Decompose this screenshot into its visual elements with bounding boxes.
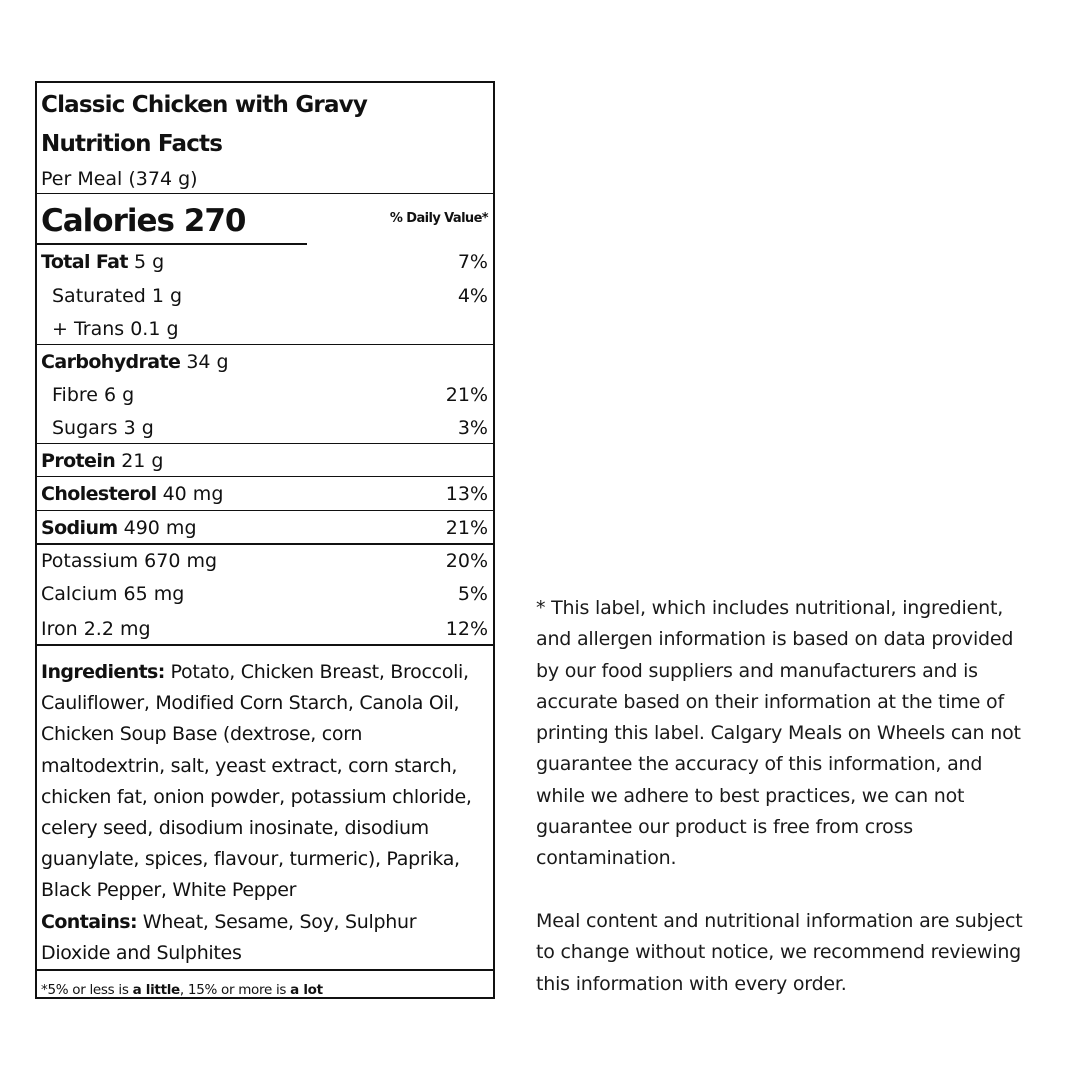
nutrient-name: Potassium: [41, 550, 139, 572]
nutrient-name: Sugars: [52, 417, 118, 439]
product-name: Classic Chicken with Gravy: [41, 92, 368, 118]
nutrient-dv: 7%: [457, 251, 488, 273]
nutrient-row-iron: [41, 617, 488, 641]
nutrient-row-total-fat: [41, 250, 488, 274]
nutrient-row-sugars: [52, 416, 488, 440]
nutrient-dv: 4%: [457, 285, 488, 307]
nutrient-row-protein: [41, 449, 488, 473]
nutrient-row-cholesterol: [41, 482, 488, 506]
nutrient-amount: 3 g: [123, 417, 154, 439]
divider-thick: [37, 644, 493, 646]
daily-value-footnote: [41, 981, 323, 999]
nutrient-dv: 20%: [445, 550, 488, 572]
divider-thick: [37, 543, 493, 545]
ingredients-label: Ingredients:: [41, 661, 165, 683]
nutrient-name: Saturated: [52, 285, 146, 307]
divider-thick: [37, 969, 493, 971]
calories: Calories 270: [41, 203, 246, 239]
nutrient-dv: 3%: [457, 417, 488, 439]
nutrient-row-calcium: [41, 582, 488, 606]
nutrient-dv: 21%: [445, 384, 488, 406]
nutrient-name: Iron: [41, 618, 78, 640]
nutrient-row-fibre: [52, 383, 488, 407]
footnote-middle: , 15% or more is: [179, 982, 291, 998]
serving-size: Per Meal (374 g): [41, 168, 198, 190]
nutrient-amount: 6 g: [104, 384, 135, 406]
nutrient-dv: 21%: [445, 517, 488, 539]
nutrient-name: Total Fat: [41, 251, 128, 273]
nutrient-name: Protein: [41, 450, 116, 472]
footnote-prefix: *5% or less is: [41, 982, 133, 998]
nutrition-label: [35, 81, 495, 999]
divider: [37, 510, 493, 511]
contains-label: Contains:: [41, 910, 137, 933]
nutrient-name: Fibre: [52, 384, 98, 406]
nutrient-amount: 670 mg: [144, 550, 218, 572]
divider: [37, 443, 493, 444]
daily-value-header: % Daily Value*: [389, 211, 488, 226]
nutrient-dv: 5%: [457, 583, 488, 605]
contains-text: Wheat, Sesame, Soy, Sulphur Dioxide and Sulphites: [41, 910, 417, 964]
footnote-lot: a lot: [290, 982, 323, 998]
divider: [37, 344, 493, 345]
calories-underline: [37, 243, 307, 245]
nutrient-amount: 5 g: [133, 251, 165, 273]
nutrient-row-trans: [52, 317, 488, 341]
nutrient-dv: 13%: [445, 483, 488, 505]
nutrient-amount: 40 mg: [162, 483, 224, 505]
nutrient-row-carbohydrate: [41, 350, 488, 374]
divider: [37, 193, 493, 194]
nutrient-row-potassium: [41, 549, 488, 573]
nutrient-name: Carbohydrate: [41, 351, 181, 373]
nutrient-amount: 0.1 g: [130, 318, 179, 340]
nutrient-amount: 490 mg: [123, 517, 197, 539]
disclaimer-paragraph-2: Meal content and nutritional information are subject to change without notice, we recommend reviewing this information with every order.: [536, 910, 1023, 995]
nutrient-amount: 34 g: [186, 351, 229, 373]
ingredients-text: Potato, Chicken Breast, Broccoli, Cauliflower, Modified Corn Starch, Canola Oil, Chicken Soup Base (dextrose, corn maltodextrin, salt, yeast extract, corn starch, chicken fat, onion powder, potassium chloride, celery seed, disodium inosinate, disodium guanylate, spices, flavour, turmeric), Paprika, Black Pepper, White Pepper: [41, 661, 472, 902]
ingredients-block: [41, 657, 489, 969]
nutrient-amount: 65 mg: [123, 583, 185, 605]
disclaimer-paragraph-1: * This label, which includes nutritional, ingredient, and allergen information is based on data provided by our food suppliers and manufacturers and is accurate based on their information at the time of printing this label. Calgary Meals on Wheels can not guarantee the accuracy of this information, and while we adhere to best practices, we can not guarantee our product is free from cross contamination.: [536, 597, 1021, 870]
divider: [37, 476, 493, 477]
nutrient-name: Sodium: [41, 517, 118, 539]
nutrient-row-saturated: [52, 284, 488, 308]
nutrient-dv: 12%: [445, 618, 488, 640]
nutrient-amount: 21 g: [121, 450, 164, 472]
nutrient-name: Cholesterol: [41, 483, 157, 505]
nutrition-facts-heading: Nutrition Facts: [41, 131, 223, 157]
nutrient-amount: 2.2 mg: [83, 618, 151, 640]
nutrient-row-sodium: [41, 516, 488, 540]
nutrient-amount: 1 g: [151, 285, 183, 307]
nutrient-name: Calcium: [41, 583, 118, 605]
footnote-little: a little: [132, 982, 180, 998]
nutrient-name: + Trans: [52, 318, 125, 340]
